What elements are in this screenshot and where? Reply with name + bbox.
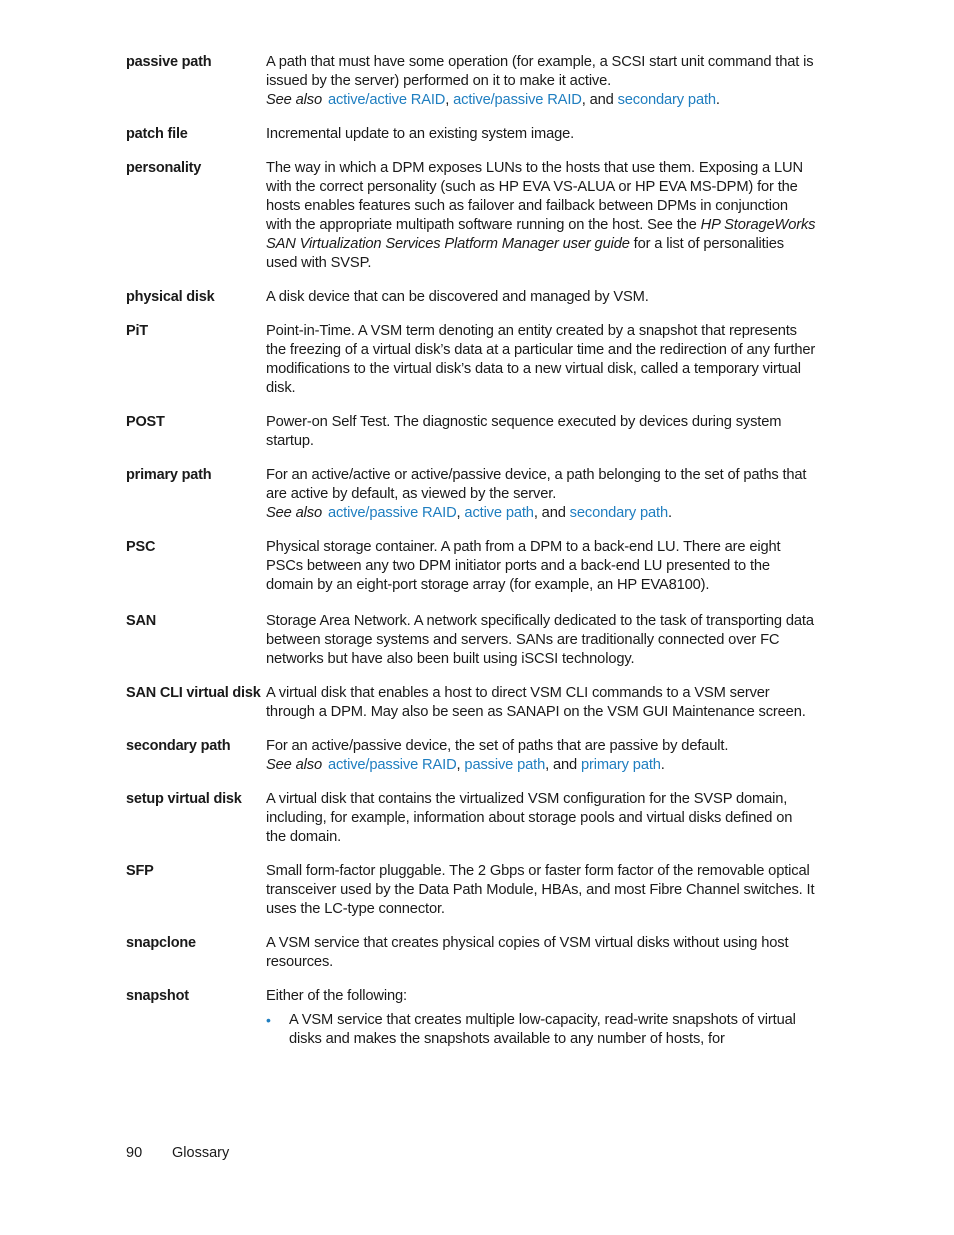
separator: , and (545, 757, 581, 773)
separator: , and (533, 505, 570, 521)
glossary-term: SFP (126, 863, 154, 879)
glossary-entry-secondary-path (126, 737, 816, 775)
glossary-term: PSC (126, 539, 156, 555)
glossary-entry-personality (126, 159, 816, 273)
document-title-reference: HP StorageWorks SAN Virtualization Services Platform Manager user guide (266, 217, 816, 252)
glossary-definition (266, 159, 816, 273)
glossary-definition (266, 612, 816, 669)
glossary-list (126, 53, 816, 1049)
definition-text: Small form-factor pluggable. The 2 Gbps or faster form factor of the removable optical transceiver used by the Data Path Module, HBAs, and most Fibre Channel switches. It uses the LC-type connector. (266, 863, 815, 917)
definition-text: Either of the following: (266, 988, 407, 1004)
definition-text (266, 159, 816, 273)
definition-text: A disk device that can be discovered and managed by VSM. (266, 289, 649, 305)
glossary-definition (266, 934, 816, 972)
separator: . (660, 757, 665, 773)
definition-text: A virtual disk that enables a host to direct VSM CLI commands to a VSM server through a DPM. May also be seen as SANAPI on the VSM GUI Maintenance screen. (266, 685, 806, 720)
see-also-line (266, 504, 816, 523)
glossary-term: POST (126, 414, 165, 430)
glossary-definition (266, 538, 816, 595)
definition-text: Power-on Self Test. The diagnostic sequence executed by devices during system startup. (266, 414, 782, 449)
definition-text-part: for a list of personalities used with SVSP. (266, 236, 784, 271)
glossary-entry-snapshot (126, 987, 816, 1049)
glossary-entry-snapclone (126, 934, 816, 972)
separator: , (456, 505, 465, 521)
definition-text: Physical storage container. A path from a DPM to a back-end LU. There are eight PSCs between any two DPM initiator ports and a back-end LU presented to the domain by an eight-port storage array (for example, an HP EVA8100). (266, 539, 781, 593)
glossary-term: passive path (126, 54, 212, 70)
glossary-term: snapclone (126, 935, 196, 951)
definition-text: Point-in-Time. A VSM term denoting an entity created by a snapshot that represents the freezing of a virtual disk’s data at a particular time and the redirection of any further modifications to the virtual disk’s data to a new virtual disk, called a temporary virtual disk. (266, 323, 816, 396)
glossary-definition (266, 288, 816, 307)
definition-text: Incremental update to an existing system image. (266, 126, 575, 142)
glossary-term: SAN (126, 613, 157, 629)
link-primary-path[interactable]: primary path (580, 757, 661, 773)
link-active-active-raid[interactable]: active/active RAID (327, 92, 446, 108)
glossary-definition (266, 466, 816, 523)
glossary-entry-passive-path (126, 53, 816, 110)
glossary-term: SAN CLI virtual disk (126, 685, 261, 701)
glossary-term: patch file (126, 126, 188, 142)
bullet-list (266, 1011, 816, 1049)
glossary-definition (266, 862, 816, 919)
link-active-path[interactable]: active path (464, 505, 534, 521)
footer-section-title: Glossary (172, 1145, 230, 1161)
page-number: 90 (126, 1145, 143, 1161)
glossary-term: personality (126, 160, 202, 176)
glossary-term: setup virtual disk (126, 791, 242, 807)
glossary-entry-san-cli-virtual-disk (126, 684, 816, 722)
glossary-entry-physical-disk (126, 288, 816, 307)
link-secondary-path[interactable]: secondary path (617, 92, 716, 108)
glossary-definition (266, 790, 816, 847)
glossary-definition (266, 125, 816, 144)
separator: , (445, 92, 454, 108)
definition-text: For an active/active or active/passive device, a path belonging to the set of paths that are active by default, as viewed by the server. (266, 467, 807, 502)
glossary-entry-post (126, 413, 816, 451)
glossary-entry-sfp (126, 862, 816, 919)
glossary-term: snapshot (126, 988, 189, 1004)
glossary-definition (266, 987, 816, 1049)
glossary-entry-pit (126, 322, 816, 398)
glossary-definition (266, 53, 816, 110)
separator: , and (581, 92, 618, 108)
glossary-entry-psc (126, 538, 816, 595)
glossary-definition (266, 737, 816, 775)
glossary-entry-san (126, 612, 816, 669)
link-active-passive-raid[interactable]: active/passive RAID (327, 757, 457, 773)
glossary-definition (266, 684, 816, 722)
definition-text: A path that must have some operation (for example, a SCSI start unit command that is issued by the server) performed on it to make it active. (266, 54, 814, 89)
glossary-entry-patch-file (126, 125, 816, 144)
see-also-label: See also (266, 505, 322, 521)
glossary-definition (266, 413, 816, 451)
glossary-definition (266, 322, 816, 398)
definition-text: For an active/passive device, the set of paths that are passive by default. (266, 738, 729, 754)
separator: . (715, 92, 720, 108)
link-active-passive-raid[interactable]: active/passive RAID (327, 505, 457, 521)
list-item (266, 1011, 816, 1049)
see-also-label: See also (266, 92, 322, 108)
page-footer (126, 1144, 229, 1163)
glossary-term: primary path (126, 467, 212, 483)
definition-text: A virtual disk that contains the virtualized VSM configuration for the SVSP domain, including, for example, information about storage pools and virtual disks defined on the domain. (266, 791, 793, 845)
glossary-term: PiT (126, 323, 148, 339)
see-also-label: See also (266, 757, 322, 773)
separator: , (456, 757, 465, 773)
glossary-term: physical disk (126, 289, 215, 305)
definition-text-part: The way in which a DPM exposes LUNs to the hosts that use them. Exposing a LUN with the correct personality (such as HP EVA VS-ALUA or HP EVA MS-DPM) for the hosts enables features such as failover and failback between DPMs in conjunction with the appropriate multipath software running on the host. See the (266, 160, 803, 233)
see-also-line (266, 91, 816, 110)
bullet-icon: • (266, 1012, 271, 1028)
link-passive-path[interactable]: passive path (464, 757, 546, 773)
link-active-passive-raid[interactable]: active/passive RAID (453, 92, 582, 108)
glossary-entry-primary-path (126, 466, 816, 523)
list-item-text: A VSM service that creates multiple low-capacity, read-write snapshots of virtual disks and makes the snapshots available to any number of hosts, for (289, 1012, 796, 1047)
definition-text: Storage Area Network. A network specifically dedicated to the task of transporting data between storage systems and servers. SANs are traditionally connected over FC networks but have also been built using iSCSI technology. (266, 613, 814, 667)
glossary-entry-setup-virtual-disk (126, 790, 816, 847)
definition-text: A VSM service that creates physical copies of VSM virtual disks without using host resources. (266, 935, 789, 970)
separator: . (668, 505, 672, 521)
link-secondary-path[interactable]: secondary path (569, 505, 669, 521)
glossary-term: secondary path (126, 738, 231, 754)
see-also-line (266, 756, 816, 775)
